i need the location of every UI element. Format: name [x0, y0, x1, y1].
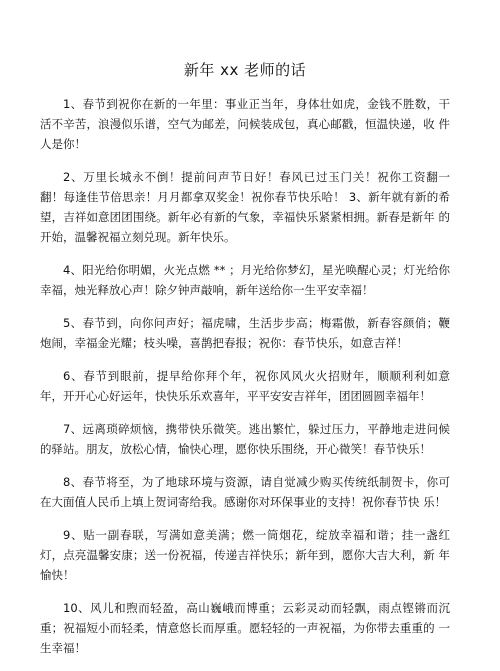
paragraph: 1、春节到祝你在新的一年里：事业正当年，身体壮如虎，金钱不胜数，干 活不辛苦，浪漫似乐谱，空气为邮差，问候装成包，真心邮戳，恒温快递，收 件人是你！	[40, 97, 450, 151]
document	[40, 0, 450, 671]
paragraph: 6、春节到眼前，提早给你拜个年，祝你风风火火招财年，顺顺利利如意 年，开开心心好运年，快快乐乐欢喜年，平平安安吉祥年，团团圆圆幸福年！	[40, 369, 450, 403]
paragraph: 8、春节将至，为了地球环境与资源，请自觉减少购买传统纸制贺卡，你可 在大面值人民币上填上贺词寄给我。感谢你对环保事业的支持！祝你春节快 乐！	[40, 475, 450, 509]
paragraph-list	[40, 94, 450, 658]
paragraph: 7、远离琐碎烦恼，携带快乐微笑。逃出繁忙，躲过压力，平静地走进问候 的驿站。朋友，放松心情，愉快心理，愿你快乐围绕，开心微笑！春节快乐！	[40, 422, 450, 456]
paragraph: 2、万里长城永不倒！提前问声节日好！春风已过玉门关！祝你工资翻一 翻！每逢佳节倍思亲！月月都拿双奖金！祝你春节快乐哈！ 3、新年就有新的希 望，吉祥如意团团围绕。新年必有新的气象，幸福快乐紧紧相拥。新春是新年 的开始，温馨祝福立刻兑现。新年快乐。	[40, 170, 450, 244]
paragraph: 4、阳光给你明媚，火光点燃 ** ；月光给你梦幻，星光唤醒心灵；灯光给你 幸福，烛光释放心声！除夕钟声敲响，新年送给你一生平安幸福！	[40, 263, 450, 297]
paragraph: 9、贴一副春联，写满如意美满；燃一筒烟花，绽放幸福和谐；挂一盏红 灯，点亮温馨安康；送一份祝福，传递吉祥快乐；新年到，愿你大吉大利，新 年愉快！	[40, 528, 450, 582]
paragraph: 5、春节到，向你问声好；福虎啸，生活步步高；梅霜傲，新春容颜俏；鞭 炮闹，幸福金光耀；枝头噪，喜鹊把春报；祝你：春节快乐，如意吉祥！	[40, 316, 450, 350]
paragraph: 10、风儿和煦而轻盈，高山巍峨而博重；云彩灵动而轻飘，雨点铿锵而沉 重；祝福短小而轻柔，情意悠长而厚重。愿轻轻的一声祝福，为你带去重重的 一生幸福！	[40, 601, 450, 655]
document-title: 新年 xx 老师的话	[183, 61, 307, 79]
